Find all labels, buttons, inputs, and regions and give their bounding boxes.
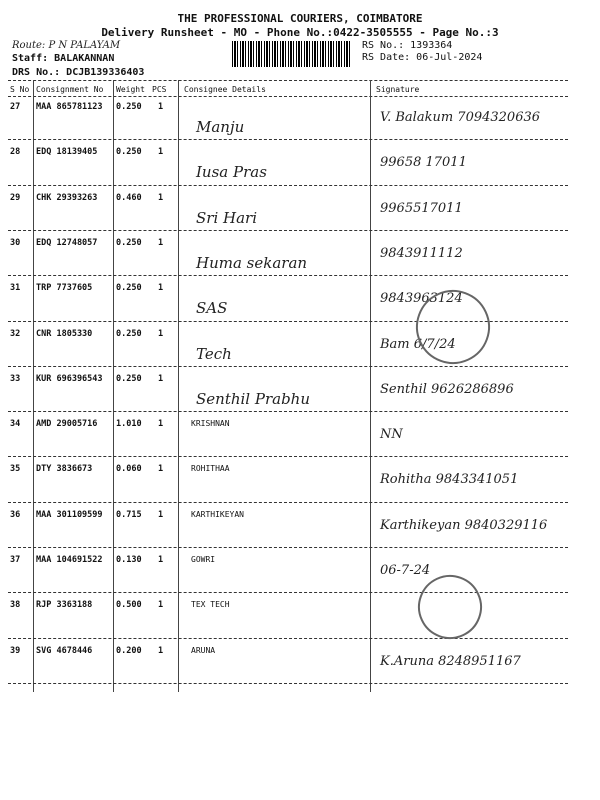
row-serial-number: 28: [10, 147, 21, 158]
row-weight: 0.060: [116, 464, 142, 475]
row-weight: 0.715: [116, 509, 142, 520]
service-stamp: [409, 566, 491, 648]
row-weight: 0.130: [116, 555, 142, 565]
row-serial-number: 27: [10, 102, 21, 112]
row-consignee: ARUNA: [191, 645, 216, 655]
row-signature-handwritten: 9843963124: [380, 291, 463, 307]
row-separator: [8, 230, 568, 231]
row-weight: 0.460: [116, 192, 142, 203]
col-header-signature: Signature: [376, 85, 420, 94]
row-signature-handwritten: 9965517011: [380, 200, 463, 216]
rs-date: RS Date: 06-Jul-2024: [362, 52, 483, 63]
row-separator: [8, 592, 568, 593]
row-signature-handwritten: 9843911112: [380, 245, 463, 261]
row-pieces: 1: [158, 192, 164, 203]
row-consignee: KARTHIKEYAN: [191, 509, 244, 519]
row-signature-handwritten: Bam 6/7/24: [380, 336, 456, 352]
row-consignee-handwritten: Manju: [196, 118, 245, 136]
row-consignment-number: SVG 4678446: [36, 645, 93, 656]
row-weight: 0.200: [116, 645, 142, 656]
row-pieces: 1: [158, 328, 164, 339]
row-weight: 0.250: [116, 102, 142, 112]
row-pieces: 1: [158, 283, 164, 294]
row-pieces: 1: [158, 147, 164, 158]
row-signature-handwritten: Rohitha 9843341051: [380, 472, 519, 488]
row-consignment-number: DTY 3836673: [36, 464, 93, 475]
row-separator: [8, 638, 568, 639]
row-separator: [8, 366, 568, 367]
barcode: [232, 41, 350, 67]
drs-number: DRS No.: DCJB139336403: [12, 67, 145, 78]
row-serial-number: 39: [10, 645, 21, 656]
rs-number: RS No.: 1393364: [362, 40, 453, 51]
route-label: Route: P N PALAYAM: [12, 40, 121, 51]
row-weight: 0.250: [116, 237, 142, 248]
col-header-weight: Weight: [116, 85, 145, 94]
col-divider: [33, 80, 34, 692]
row-signature-handwritten: Senthil 9626286896: [380, 381, 514, 397]
row-consignee-handwritten: Tech: [196, 344, 232, 363]
row-serial-number: 35: [10, 464, 21, 475]
row-consignment-number: CNR 1805330: [36, 328, 93, 339]
row-separator: [8, 275, 568, 276]
row-serial-number: 32: [10, 328, 21, 339]
row-signature-handwritten: K.Aruna 8248951167: [380, 653, 521, 669]
row-serial-number: 33: [10, 373, 21, 384]
row-weight: 1.010: [116, 419, 142, 430]
row-separator: [8, 411, 568, 412]
row-separator: [8, 456, 568, 457]
row-consignee-handwritten: Huma sekaran: [196, 253, 308, 272]
row-consignment-number: KUR 696396543: [36, 373, 103, 384]
row-weight: 0.250: [116, 328, 142, 339]
row-pieces: 1: [158, 464, 164, 475]
company-title: THE PROFESSIONAL COURIERS, COIMBATORE: [177, 12, 423, 25]
row-signature-handwritten: Karthikeyan 9840329116: [380, 517, 548, 533]
row-consignee: GOWRI: [191, 555, 216, 564]
row-consignment-number: AMD 29005716: [36, 419, 98, 430]
row-serial-number: 36: [10, 509, 21, 520]
col-header-sno: S No: [10, 85, 30, 94]
row-pieces: 1: [158, 419, 164, 430]
row-serial-number: 37: [10, 555, 21, 565]
table-top-rule: [8, 80, 568, 81]
row-pieces: 1: [158, 102, 164, 112]
row-consignee-handwritten: Sri Hari: [196, 208, 258, 227]
col-divider: [370, 80, 371, 692]
row-signature-handwritten: V. Balakum 7094320636: [380, 110, 541, 125]
row-signature-handwritten: NN: [380, 427, 403, 443]
row-weight: 0.250: [116, 373, 142, 384]
row-consignment-number: TRP 7737605: [36, 283, 93, 294]
row-pieces: 1: [158, 600, 164, 611]
row-pieces: 1: [158, 237, 164, 248]
row-consignment-number: EDQ 18139405: [36, 147, 98, 158]
row-consignment-number: MAA 865781123: [36, 102, 103, 112]
row-serial-number: 38: [10, 600, 21, 611]
row-pieces: 1: [158, 509, 164, 520]
row-consignee: ROHITHAA: [191, 464, 230, 474]
row-consignment-number: CHK 29393263: [36, 192, 98, 203]
col-header-consignee: Consignee Details: [184, 85, 266, 94]
row-consignee-handwritten: Senthil Prabhu: [196, 389, 310, 408]
row-weight: 0.500: [116, 600, 142, 611]
staff-label: Staff: BALAKANNAN: [12, 53, 115, 64]
col-divider: [178, 80, 179, 692]
col-header-pcs: PCS: [152, 85, 167, 94]
col-header-consignment: Consignment No: [36, 85, 104, 94]
row-signature-handwritten: 99658 17011: [380, 155, 467, 171]
row-separator: [8, 139, 568, 140]
row-consignee-handwritten: SAS: [196, 299, 228, 318]
row-weight: 0.250: [116, 147, 142, 158]
row-consignment-number: RJP 3363188: [36, 600, 93, 611]
row-separator: [8, 502, 568, 503]
row-consignment-number: EDQ 12748057: [36, 237, 98, 248]
row-serial-number: 29: [10, 192, 21, 203]
row-serial-number: 34: [10, 419, 21, 430]
row-serial-number: 30: [10, 237, 21, 248]
row-pieces: 1: [158, 555, 164, 565]
row-separator: [8, 185, 568, 186]
header-rule: [8, 96, 568, 97]
row-serial-number: 31: [10, 283, 21, 294]
row-pieces: 1: [158, 645, 164, 656]
row-consignee: TEX TECH: [191, 600, 230, 610]
row-separator: [8, 547, 568, 548]
col-divider: [113, 80, 114, 692]
row-weight: 0.250: [116, 283, 142, 294]
row-signature-handwritten: 06-7-24: [380, 563, 431, 578]
row-consignee-handwritten: Iusa Pras: [196, 163, 267, 182]
row-consignee: KRISHNAN: [191, 419, 230, 429]
row-consignment-number: MAA 104691522: [36, 555, 103, 565]
row-separator: [8, 683, 568, 684]
row-pieces: 1: [158, 373, 164, 384]
row-consignment-number: MAA 301109599: [36, 509, 103, 520]
runsheet-subtitle: Delivery Runsheet - MO - Phone No.:0422-3505555 - Page No.:3: [101, 26, 499, 39]
